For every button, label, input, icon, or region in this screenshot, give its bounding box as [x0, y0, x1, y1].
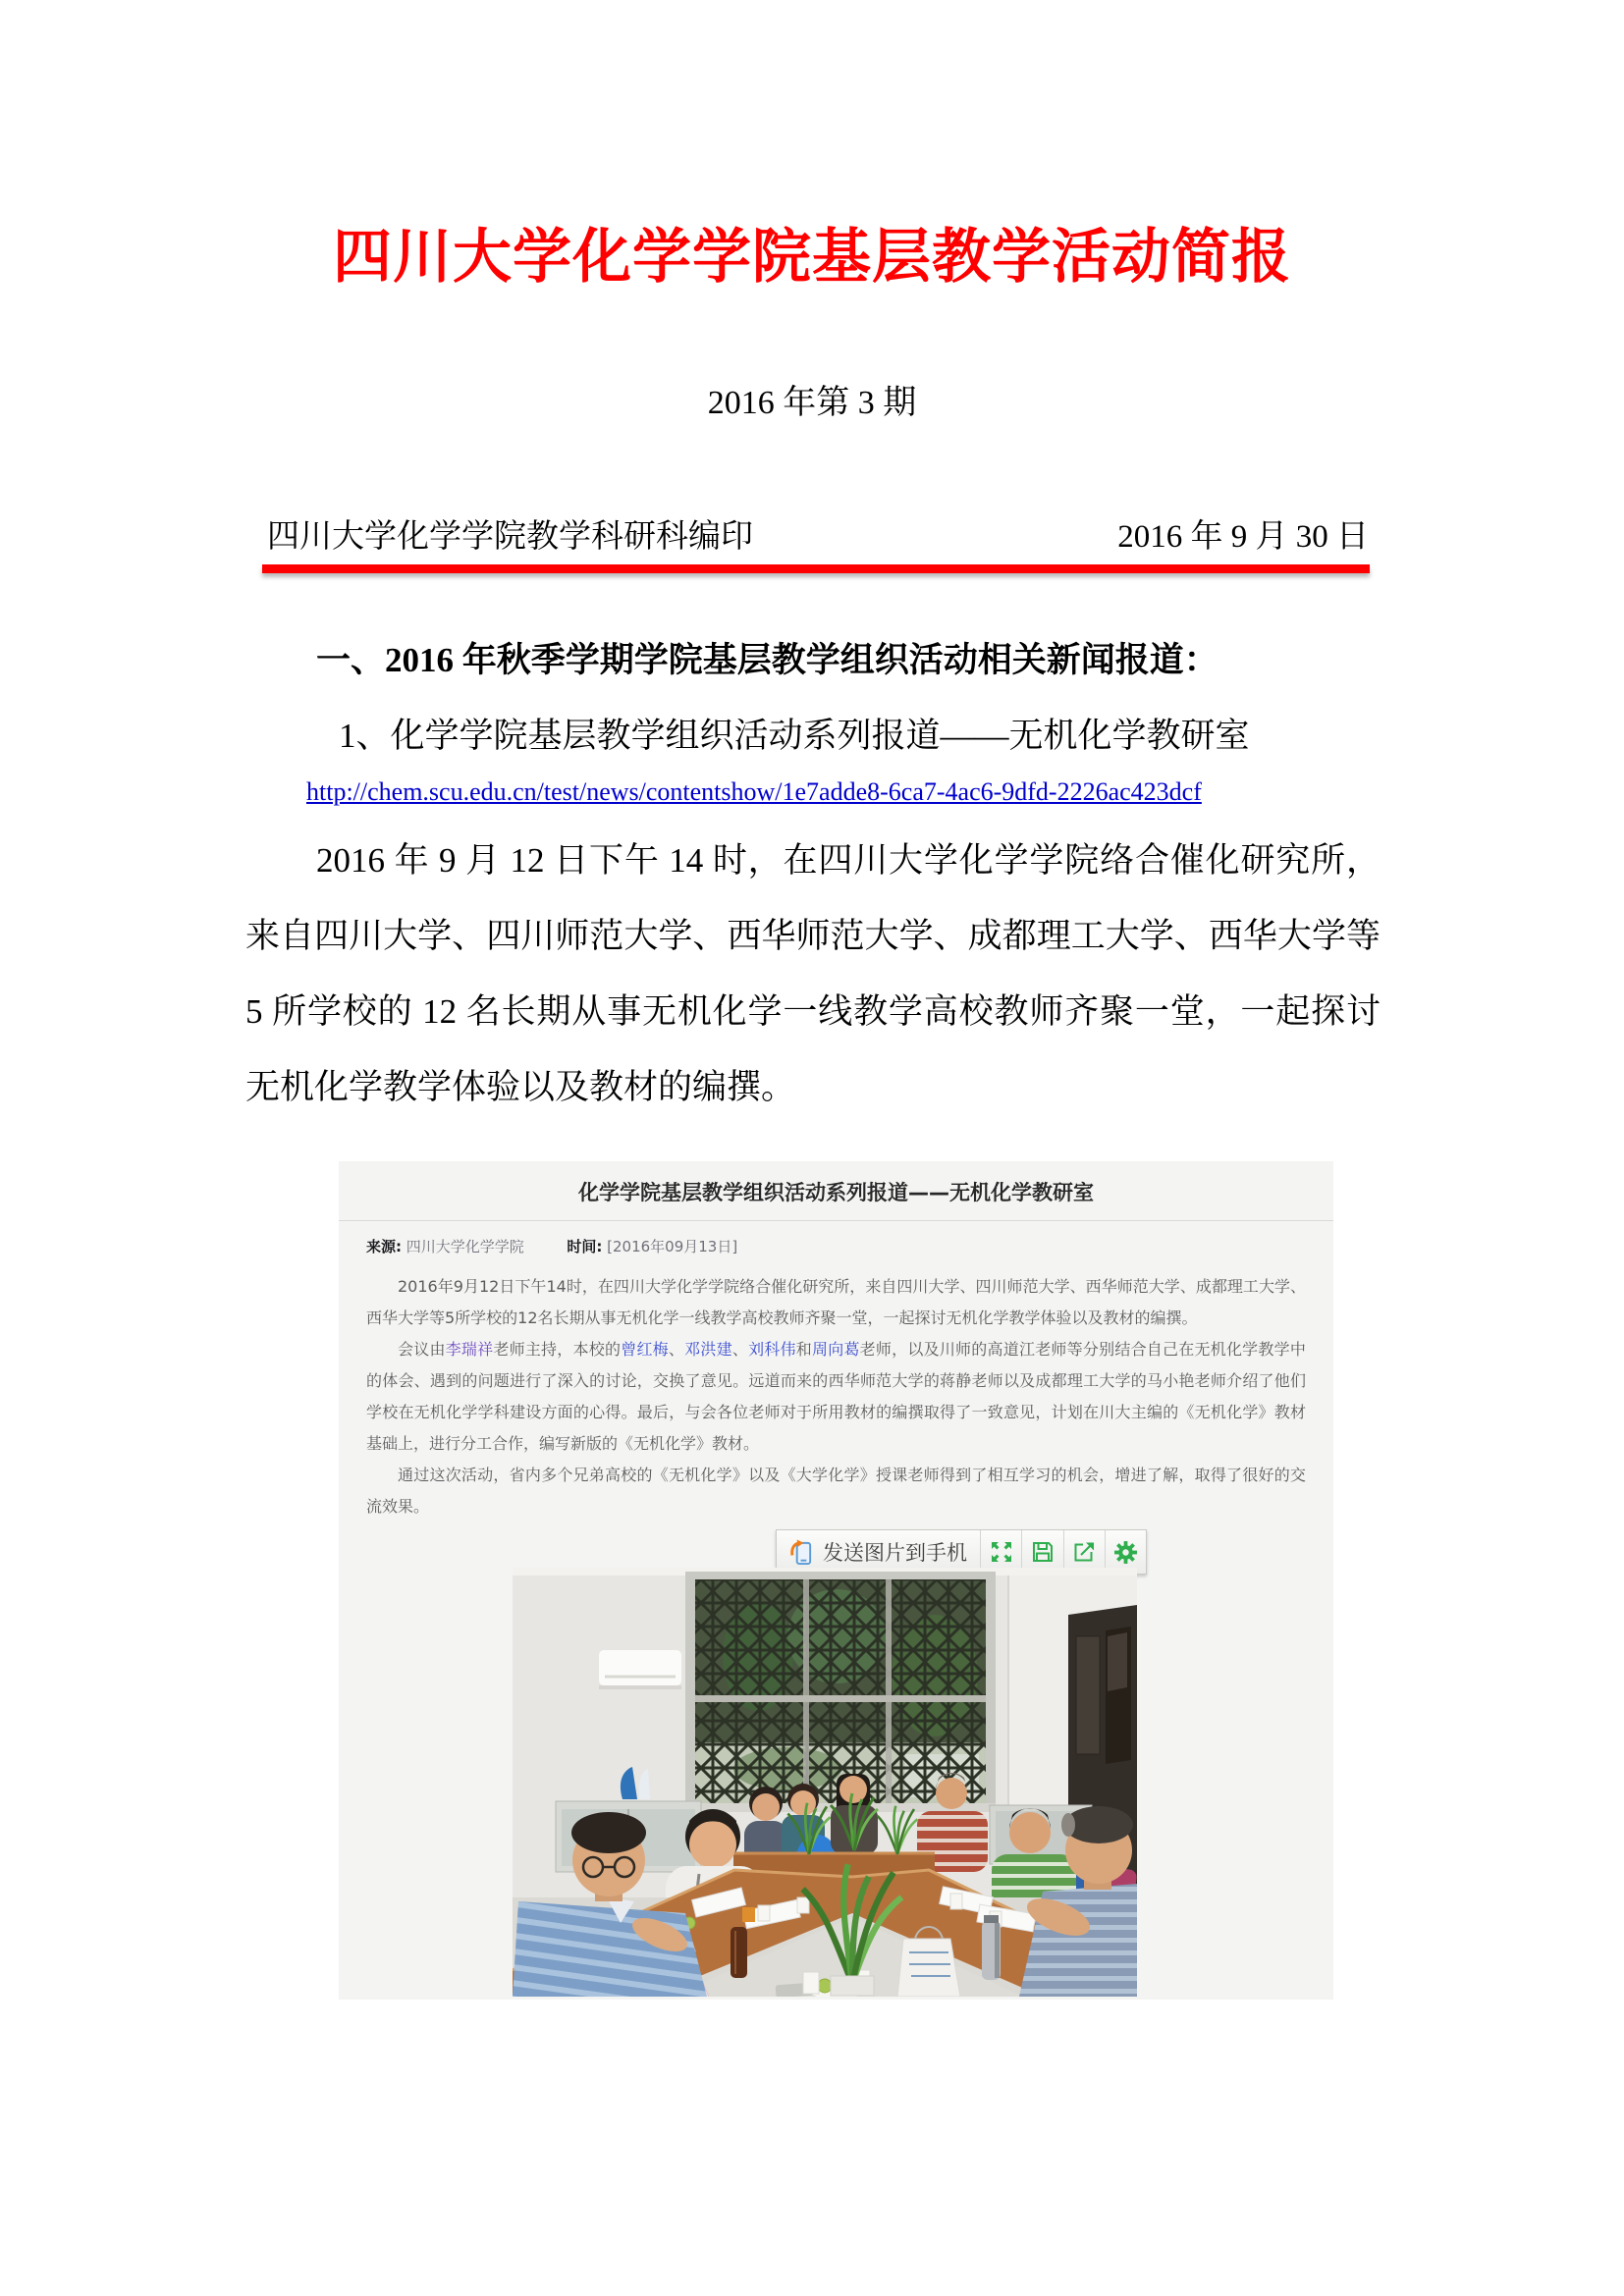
publish-date: 2016 年 9 月 30 日	[1117, 519, 1369, 555]
article-paragraph: 2016年9月12日下午14时，在四川大学化学学院络合催化研究所，来自四川大学、四川师范大学、西华师范大学、成都理工大学、西华大学等5所学校的12名长期从事无机化学一线教学高校教师齐聚一堂，一起探讨无机化学教学体验以及教材的编撰。	[366, 1277, 1306, 1327]
share-icon	[1072, 1540, 1096, 1564]
article-paragraph	[366, 1334, 1306, 1460]
publisher-text: 四川大学化学学院教学科研科编印	[267, 519, 753, 555]
gear-icon	[1113, 1540, 1138, 1565]
time-value: [2016年09月13日]	[607, 1238, 738, 1255]
teacher-link[interactable]: 李瑞祥	[445, 1340, 494, 1359]
lead-paragraph: 2016 年 9 月 12 日下午 14 时，在四川大学化学学院络合催化研究所，来自四川大学、四川师范大学、西华师范大学、成都理工大学、西华大学等 5 所学校的 12 名长期从事无机化学一线教学高校教师齐聚一堂，一起探讨无机化学教学体验以及教材的编撰。	[245, 841, 1380, 1106]
article-text: 老师，以及川师的高道江老师等分别结合自己在无机化学教学中的体会、遇到的问题进行了深入的讨论，交换了意见。远道而来的西华师范大学的蒋静老师以及成都理工大学的马小艳老师介绍了他们学校在无机化学学科建设方面的心得。最后，与会各位老师对于所用教材的编撰取得了一致意见，计划在川大主编的《无机化学》教材基础上，进行分工合作，编写新版的《无机化学》教材。	[366, 1340, 1306, 1453]
item-heading: 1、化学学院基层教学组织活动系列报道——无机化学教研室	[339, 717, 1250, 755]
teacher-link[interactable]: 邓洪建	[684, 1340, 732, 1359]
article-text: 老师主持，本校的	[493, 1340, 622, 1359]
meeting-photo	[513, 1568, 1137, 1997]
article-text: 和	[795, 1340, 812, 1359]
save-icon	[1031, 1540, 1055, 1564]
source-label: 来源:	[366, 1238, 402, 1255]
source-value: 四川大学化学学院	[406, 1238, 524, 1255]
phone-send-icon	[789, 1539, 814, 1566]
embedded-page-title: 化学学院基层教学组织活动系列报道——无机化学教研室	[578, 1181, 1094, 1204]
red-divider-rule	[262, 564, 1370, 573]
embedded-meta-line	[366, 1236, 737, 1256]
article-text: 、	[668, 1340, 685, 1359]
article-text: 、	[731, 1340, 749, 1359]
teacher-link[interactable]: 曾红梅	[621, 1340, 669, 1359]
article-paragraph: 通过这次活动，省内多个兄弟高校的《无机化学》以及《大学化学》授课老师得到了相互学习的机会，增进了解，取得了很好的交流效果。	[366, 1466, 1306, 1516]
publisher-row	[267, 510, 1369, 557]
page-title: 四川大学化学学院基层教学活动简报	[333, 223, 1291, 292]
section-heading: 一、2016 年秋季学期学院基层教学组织活动相关新闻报道：	[316, 641, 1218, 679]
embedded-article-body	[366, 1271, 1306, 1522]
fullscreen-icon	[990, 1540, 1013, 1564]
teacher-link[interactable]: 周向葛	[811, 1340, 860, 1359]
teacher-link[interactable]: 刘科伟	[748, 1340, 796, 1359]
article-text: 会议由	[398, 1340, 446, 1359]
news-hyperlink[interactable]: http://chem.scu.edu.cn/test/news/contentshow/1e7adde8-6ca7-4ac6-9dfd-2226ac423dcf	[306, 777, 1202, 806]
time-label: 时间:	[567, 1238, 603, 1255]
embedded-webpage-screenshot	[339, 1161, 1333, 2000]
issue-line: 2016 年第 3 期	[707, 385, 917, 421]
send-to-phone-label: 发送图片到手机	[823, 1541, 967, 1565]
embedded-title-divider	[339, 1220, 1333, 1221]
